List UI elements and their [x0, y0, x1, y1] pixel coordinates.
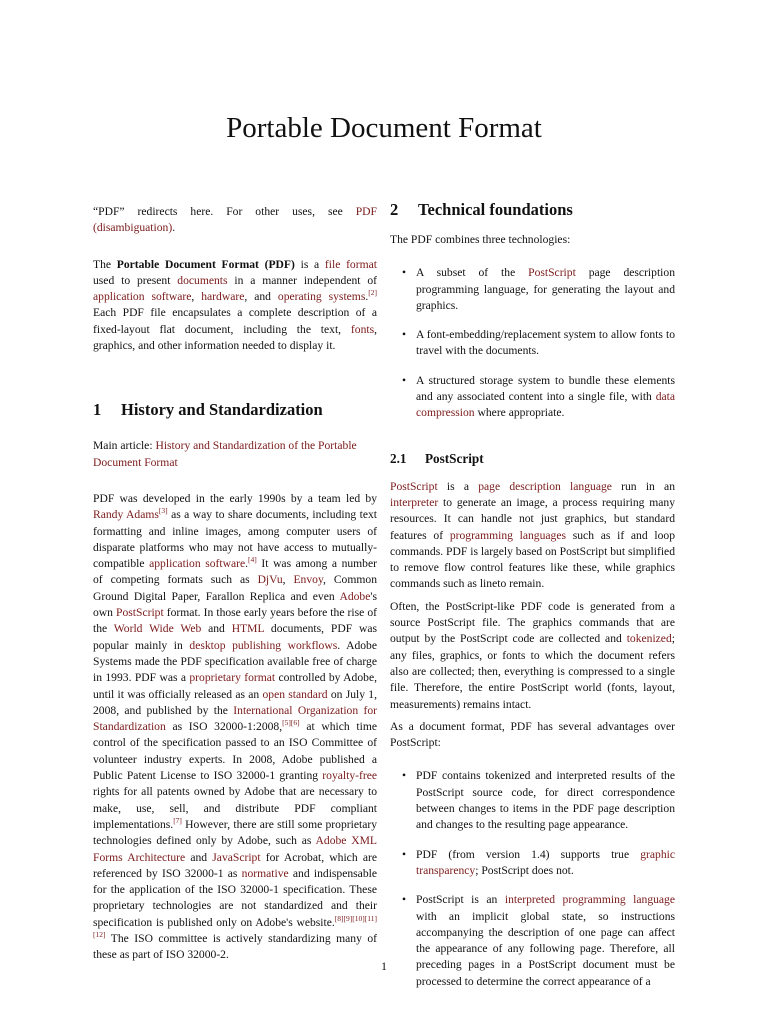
hardware-link[interactable]: hardware: [201, 290, 245, 304]
tokenized-link[interactable]: tokenized: [626, 632, 672, 646]
html-link[interactable]: HTML: [231, 622, 265, 636]
technologies-list: [390, 265, 675, 421]
ref-5-6[interactable]: [5][6]: [282, 718, 300, 728]
ref-7[interactable]: [7]: [173, 816, 182, 826]
main-article-link[interactable]: History and Standardization of the Portable Document Format: [93, 439, 357, 469]
postscript-link-3[interactable]: PostScript: [390, 479, 438, 493]
application-software-link-2[interactable]: application software: [149, 557, 246, 571]
list-item: • A structured storage system to bundle these elements and any associated content into a single file, with data compression where appropriate.: [390, 373, 675, 422]
list-item: • A font-embedding/replacement system to allow fonts to travel with the documents.: [390, 327, 675, 360]
file-format-link[interactable]: file format: [324, 257, 377, 271]
desktop-publishing-link[interactable]: desktop publishing workflows: [189, 638, 338, 652]
history-paragraph: PDF was developed in the early 1990s by a team led by Randy Adams[3] as a way to share documents, including text formatting and inline images, among computer users of disparate platforms who may not have access to mutually-compatible application software.[4] It was among a number of competing formats such as DjVu, Envoy, Common Ground Digital Paper, Farallon Replica and even Adobe's own PostScript format. In those early years before the rise of the World Wide Web and HTML documents, PDF was popular mainly in desktop publishing workflows. Adobe Systems made the PDF specification available free of charge in 1993. PDF was a proprietary format controlled by Adobe, until it was officially released as an open standard on July 1, 2008, and published by the International Organization for Standardization as ISO 32000-1:2008,[5][6] at which time control of the specification passed to an ISO Committee of volunteer industry experts. In 2008, Adobe published a Public Patent License to ISO 32000-1 granting royalty-free rights for all patents owned by Adobe that are necessary to make, use, sell, and distribute PDF compliant implementations.[7] However, there are still some proprietary technologies defined only by Adobe, such as Adobe XML Forms Architecture and JavaScript for Acrobat, which are referenced by ISO 32000-1 as normative and indispensable for the application of the ISO 32000-1 specification. These proprietary technologies are not standardized and their specification is published only on Adobe's website.[8][9][10][11][12] The ISO committee is actively standardizing many of these as part of ISO 32000-2.: [93, 491, 378, 962]
proprietary-format-link[interactable]: proprietary format: [189, 671, 276, 685]
redirect-note: “PDF” redirects here. For other uses, see PDF (disambiguation).: [93, 205, 377, 235]
list-item: • PostScript is an interpreted programming language with an implicit global state, so instructions accompanying the description of one page can affect the appearance of any following page. Therefore, all preceding pages in a PostScript document must be processed to determine the correct appearance of a: [390, 892, 675, 990]
section-2-1-heading: 2.1 PostScript: [390, 450, 484, 466]
programming-languages-link[interactable]: programming languages: [449, 528, 567, 542]
application-software-link[interactable]: application software: [93, 290, 192, 304]
world-wide-web-link[interactable]: World Wide Web: [113, 622, 202, 636]
list-item: • A subset of the PostScript page description programming language, for generating the layout and graphics.: [390, 265, 675, 314]
right-column: [390, 200, 676, 990]
ref-8-12[interactable]: [8][9][10][11][12]: [93, 913, 377, 940]
interpreted-language-link[interactable]: interpreted programming language: [504, 893, 676, 907]
advantages-list: [390, 768, 675, 990]
list-item: • PDF contains tokenized and interpreted results of the PostScript source code, for direct correspondence between changes to items in the PDF page description and changes to the resulting page appearance.: [390, 768, 675, 833]
djvu-link[interactable]: DjVu: [257, 573, 283, 587]
page-title: Portable Document Format: [226, 112, 542, 144]
main-article-note: Main article: History and Standardization of the Portable Document Format: [93, 439, 357, 469]
section-1-heading: 1 History and Standardization: [93, 400, 323, 420]
ref-3[interactable]: [3]: [158, 506, 168, 516]
documents-link[interactable]: documents: [177, 273, 228, 287]
fonts-link[interactable]: fonts: [350, 322, 375, 336]
open-standard-link[interactable]: open standard: [262, 687, 328, 701]
graphic-transparency-link[interactable]: graphic transparency: [416, 847, 675, 877]
postscript-paragraph-3: As a document format, PDF has several advantages over PostScript:: [390, 719, 675, 750]
operating-systems-link[interactable]: operating systems: [277, 290, 366, 304]
intro-paragraph: The Portable Document Format (PDF) is a file format used to present documents in a manner independent of application software, hardware, and operating systems.[2] Each PDF file encapsulates a complete description of a fixed-layout flat document, including the text, fonts, graphics, and other information needed to display it.: [93, 257, 377, 353]
left-column: [93, 204, 377, 964]
page-number: 1: [381, 959, 387, 973]
interpreter-link[interactable]: interpreter: [390, 495, 439, 509]
postscript-link[interactable]: PostScript: [116, 606, 164, 620]
normative-link[interactable]: normative: [241, 866, 289, 880]
postscript-link-2[interactable]: PostScript: [528, 266, 576, 280]
royalty-free-link[interactable]: royalty-free: [322, 769, 377, 783]
postscript-paragraph-2: Often, the PostScript-like PDF code is generated from a source PostScript file. The graphics commands that are output by the PostScript code are collected and tokenized; any files, graphics, or fonts to which the document refers also are collected; then, everything is compressed to a single file. Therefore, the entire PostScript world (fonts, layout, measurements) remains intact.: [390, 599, 675, 711]
xfa-link[interactable]: Adobe XML Forms Architecture: [93, 834, 377, 864]
ref-2[interactable]: [2]: [368, 288, 377, 298]
ref-4[interactable]: [4]: [248, 555, 257, 565]
envoy-link[interactable]: Envoy: [293, 573, 323, 587]
list-item: • PDF (from version 1.4) supports true graphic transparency; PostScript does not.: [390, 847, 675, 880]
javascript-link[interactable]: JavaScript: [212, 850, 261, 864]
page-description-language-link[interactable]: page description language: [478, 479, 612, 493]
randy-adams-link[interactable]: Randy Adams: [93, 508, 159, 522]
pdf-disambiguation-link[interactable]: PDF (disambiguation): [93, 205, 377, 235]
adobe-link[interactable]: Adobe: [339, 589, 371, 603]
postscript-paragraph-1: PostScript is a page description language run in an interpreter to generate an image, a process requiring many resources. It can handle not just graphics, but standard features of programming languages such as if and loop commands. PDF is largely based on PostScript but simplified to remove flow control features like these, while graphics commands such as lineto remain.: [390, 479, 675, 591]
data-compression-link[interactable]: data compression: [416, 390, 675, 420]
section-2-heading: 2 Technical foundations: [390, 200, 573, 219]
combines-paragraph: The PDF combines three technologies:: [390, 233, 571, 246]
iso-link[interactable]: International Organization for Standardization: [93, 703, 377, 734]
